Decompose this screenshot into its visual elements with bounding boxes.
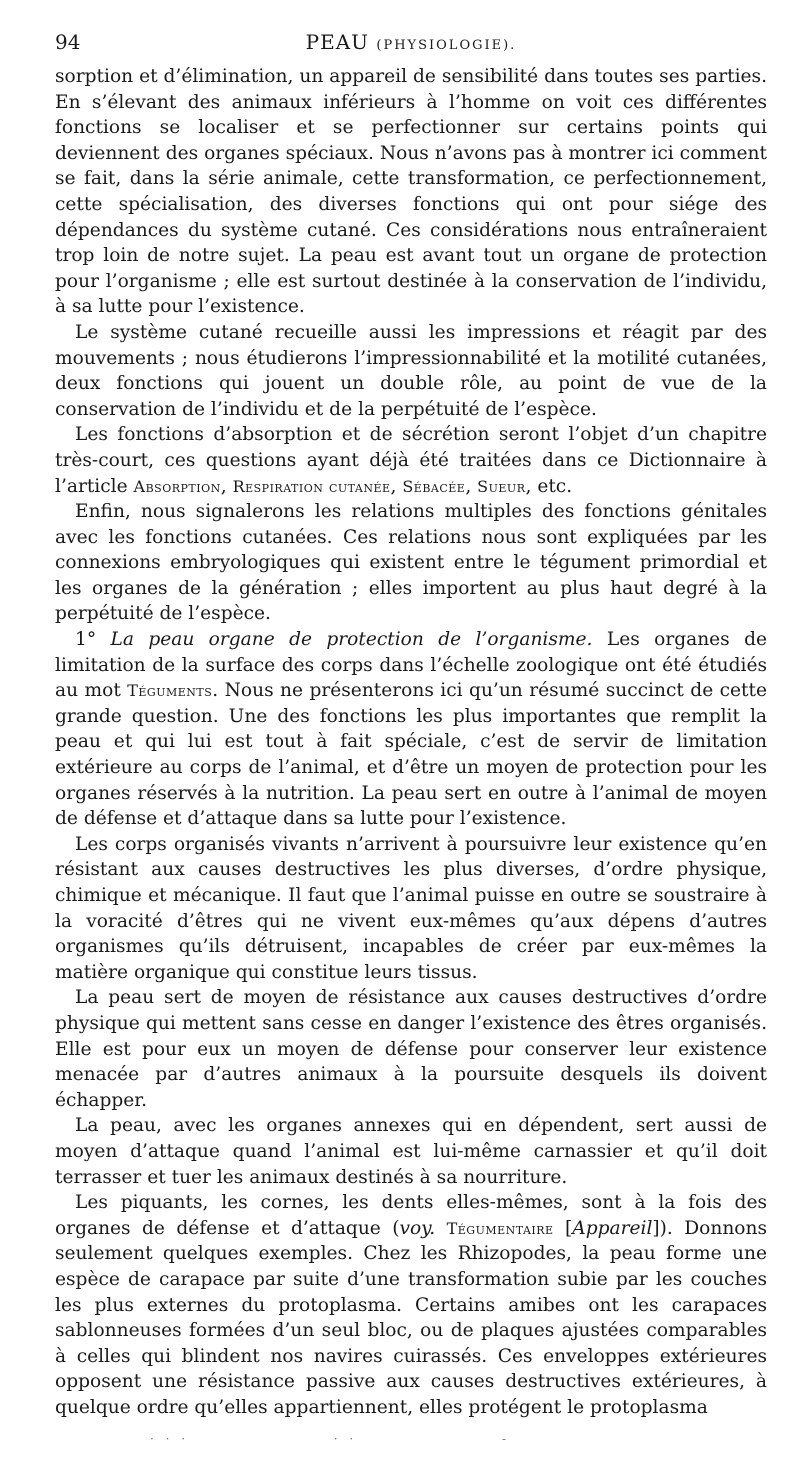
page-header	[55, 30, 767, 64]
text-run: ]). Donnons seulement quelques exemples. Chez les Rhizopodes, la peau forme une espèce de carapace par suite d’une transformation subie par les couches les plus externes du protoplasma. Certains amibes ont les carapaces sablonneuses formées d’un seul bloc, ou de plaques ajustées comparables à celles qui blindent nos navires cuirassés. Ces enveloppes extérieures opposent une résistance passive aux causes destructives extérieures, à quelque ordre qu’elles appartiennent, elles protégent le protoplasma	[55, 1217, 767, 1418]
running-head	[55, 30, 767, 54]
article-ref-sueur: Sueur	[477, 476, 526, 496]
article-ref-teguments: Téguments	[127, 681, 213, 701]
page-number: 94	[55, 30, 81, 54]
section-title: La peau organe de protection de l’organisme.	[110, 629, 593, 651]
text-run: ,	[390, 475, 403, 497]
text-run: . Nous ne présenterons ici qu’un résumé succinct de cette grande question. Une des fonctions les plus importantes que remplit la peau et qui lui est tout à fait spéciale, c’est de servir de limitation extérieure au corps de l’animal, et d’être un moyen de protection pour les organes réservés à la nutrition. La peau sert en outre à l’animal de moyen de défense et d’attaque dans sa lutte pour l’existence.	[55, 680, 767, 830]
paragraph-4: Enfin, nous signalerons les relations multiples des fonctions génitales avec les fonctions cutanées. Ces relations nous sont expliquées par les connexions embryologiques qui existent entre le tégument primordial et les organes de la génération ; elles importent au plus haut degré à la perpétuité de l’espèce.	[55, 501, 767, 625]
text-run: ,	[465, 475, 478, 497]
book-page	[55, 30, 767, 1420]
text-run: Les fonctions d’absorption et de sécrétion seront l’objet d’un chapitre très-court, ces questions ayant déjà été traitées dans ce Dictionnaire à l’article	[55, 424, 767, 497]
article-ref-tegumentaire: Tégumentaire	[446, 1218, 554, 1238]
paragraph-3	[55, 422, 767, 499]
paragraph-7: La peau sert de moyen de résistance aux causes destructives d’ordre physique qui mettent sans cesse en danger l’existence des êtres organisés. Elle est pour eux un moyen de défense pour conserver leur existence menacée par d’autres animaux à la poursuite desquels ils doivent échapper.	[55, 987, 767, 1111]
paragraph-2: Le système cutané recueille aussi les impressions et réagit par des mouvements ; nous étudierons l’impressionnabilité et la motilité cutanées, deux fonctions qui jouent un double rôle, au point de vue de la conservation de l’individu et de la perpétuité de l’espèce.	[55, 321, 767, 420]
article-ref-sebacee: Sébacée	[402, 476, 466, 496]
running-head-subtitle: (PHYSIOLOGIE).	[376, 38, 517, 53]
running-head-title: PEAU	[305, 30, 370, 54]
article-ref-absorption: Absorption	[133, 476, 221, 496]
footer-print-marks	[150, 1432, 510, 1446]
article-ref-respiration: Respiration cutanée	[232, 476, 391, 496]
body-text	[55, 64, 767, 1420]
text-run: [	[553, 1217, 573, 1239]
paragraph-6: Les corps organisés vivants n’arrivent à poursuivre leur existence qu’en résistant aux causes destructives les plus diverses, d’ordre physique, chimique et mécanique. Il faut que l’animal puisse en outre se soustraire à la voracité d’êtres qui ne vivent eux-mêmes qu’aux dépens d’autres organismes qu’ils détruisent, incapables de créer par eux-mêmes la matière organique qui constitue leurs tissus.	[55, 833, 767, 983]
paragraph-9	[55, 1190, 767, 1420]
print-mark: · ·	[333, 1432, 358, 1446]
article-ref-appareil: Appareil	[572, 1217, 653, 1239]
see-reference: voy.	[399, 1217, 436, 1239]
text-run: Les organes de limitation de la surface des corps dans l’échelle zoologique ont été étudiés au mot	[55, 629, 768, 702]
paragraph-1: sorption et d’élimination, un appareil de sensibilité dans toutes ses parties. En s’élevant des animaux inférieurs à l’homme on voit ces différentes fonctions se localiser et se perfectionner sur certains points qui deviennent des organes spéciaux. Nous n’avons pas à montrer ici comment se fait, dans la série animale, cette transformation, ce perfectionnement, cette spécialisation, des diverses fonctions qui ont pour siége des dépendances du système cutané. Ces considérations nous entraîneraient trop loin de notre sujet. La peau est avant tout un organe de protection pour l’organisme ; elle est surtout destinée à la conservation de l’individu, à sa lutte pour l’existence.	[55, 66, 767, 318]
paragraph-8: La peau, avec les organes annexes qui en dépendent, sert aussi de moyen d’attaque quand l’animal est lui-même carnassier et qu’il doit terrasser et tuer les animaux destinés à sa nourriture.	[55, 1115, 767, 1188]
section-number: 1°	[75, 629, 111, 651]
paragraph-5	[55, 627, 767, 832]
text-run	[435, 1218, 446, 1239]
text-run: , etc.	[525, 475, 573, 497]
text-run: ,	[220, 475, 233, 497]
print-mark: · · ·	[150, 1432, 190, 1446]
text-run: Les piquants, les cornes, les dents elles-mêmes, sont à la fois des organes de défense et d’attaque (	[55, 1192, 767, 1239]
print-mark: -	[501, 1432, 510, 1446]
